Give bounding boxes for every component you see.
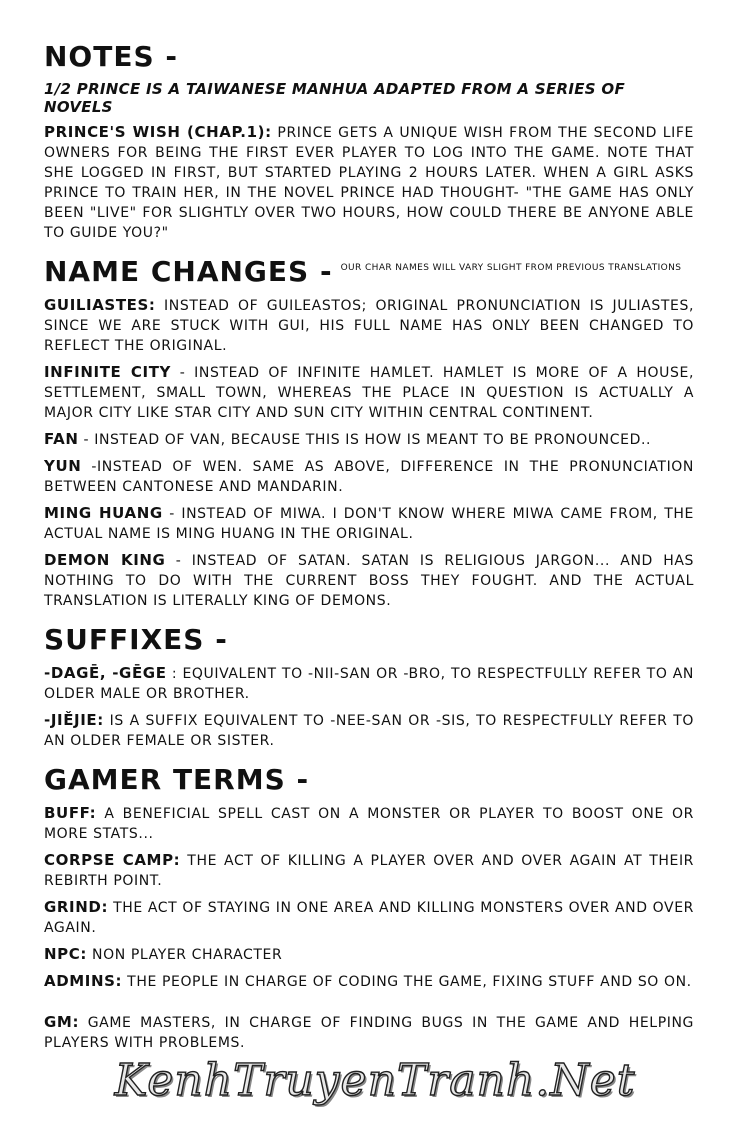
name-changes-heading: NAME CHANGES - bbox=[44, 255, 333, 288]
entry-term: PRINCE'S WISH (CHAP.1): bbox=[44, 123, 272, 141]
entry-term: GRIND: bbox=[44, 898, 109, 916]
entry-text: PRINCE GETS A UNIQUE WISH FROM THE SECOND LIFE OWNERS FOR BEING THE FIRST EVER PLAYER TO LOG INTO THE GAME. NOTE THAT SHE LOGGED IN FIRST, BUT STARTED PLAYING 2 HOURS LATER. WHEN A GIRL ASKS PRINCE TO TRAIN HER, IN THE NOVEL PRINCE HAD THOUGHT- "THE GAME HAS ONLY BEEN "LIVE" FOR SLIGHTLY OVER TWO HOURS, HOW COULD THERE BE ANYONE ABLE TO GUIDE YOU?" bbox=[44, 125, 694, 241]
gamer-term-entry bbox=[44, 850, 694, 891]
suffix-entry bbox=[44, 663, 694, 704]
spacer bbox=[44, 992, 694, 1006]
notes-heading: NOTES - bbox=[44, 40, 178, 73]
entry-term: GUILIASTES: bbox=[44, 296, 156, 314]
entry-text: NON PLAYER CHARACTER bbox=[86, 947, 283, 963]
entry-term: DEMON KING bbox=[44, 551, 166, 569]
name-change-entry bbox=[44, 503, 694, 544]
note-entry bbox=[44, 122, 694, 243]
suffix-entry bbox=[44, 710, 694, 751]
entry-term: YUN bbox=[44, 457, 82, 475]
name-change-entry bbox=[44, 362, 694, 423]
gamer-term-entry bbox=[44, 1012, 694, 1053]
entry-text: - INSTEAD OF INFINITE HAMLET. HAMLET IS MORE OF A HOUSE, SETTLEMENT, SMALL TOWN, WHEREAS THE PLACE IN QUESTION IS ACTUALLY A MAJOR CITY LIKE STAR CITY AND SUN CITY WITHIN CENTRAL CONTINENT. bbox=[44, 365, 694, 421]
name-change-entry bbox=[44, 295, 694, 356]
name-change-entry bbox=[44, 550, 694, 611]
entry-term: -DAGĒ, -GĒGE bbox=[44, 664, 167, 682]
gamer-term-entry bbox=[44, 803, 694, 844]
entry-term: -JIĚJIE: bbox=[44, 711, 104, 729]
gamer-term-entry bbox=[44, 944, 694, 965]
site-watermark: KenhTruyenTranh.Net bbox=[114, 1055, 636, 1106]
name-changes-note: OUR CHAR NAMES WILL VARY SLIGHT FROM PREVIOUS TRANSLATIONS bbox=[340, 263, 682, 273]
entry-term: MING HUANG bbox=[44, 504, 163, 522]
entry-text: THE ACT OF KILLING A PLAYER OVER AND OVER AGAIN AT THEIR REBIRTH POINT. bbox=[44, 853, 695, 889]
name-change-entry bbox=[44, 456, 694, 497]
entry-term: FAN bbox=[44, 430, 79, 448]
gamer-term-entry bbox=[44, 971, 694, 992]
entry-term: CORPSE CAMP: bbox=[44, 851, 181, 869]
entry-text: - INSTEAD OF MIWA. I DON'T KNOW WHERE MIWA CAME FROM, THE ACTUAL NAME IS MING HUANG IN THE ORIGINAL. bbox=[44, 506, 695, 542]
entry-text: IS A SUFFIX EQUIVALENT TO -NEE-SAN OR -SIS, TO RESPECTFULLY REFER TO AN OLDER FEMALE OR SISTER. bbox=[44, 713, 694, 749]
entry-term: INFINITE CITY bbox=[44, 363, 171, 381]
entry-text: -INSTEAD OF WEN. SAME AS ABOVE, DIFFERENCE IN THE PRONUNCIATION BETWEEN CANTONESE AND MANDARIN. bbox=[44, 459, 694, 495]
name-changes-header bbox=[44, 255, 694, 289]
entry-term: BUFF: bbox=[44, 804, 97, 822]
suffixes-heading: SUFFIXES - bbox=[44, 623, 228, 656]
entry-text: INSTEAD OF GUILEASTOS; ORIGINAL PRONUNCIATION IS JULIASTES, SINCE WE ARE STUCK WITH GUI, HIS FULL NAME HAS ONLY BEEN CHANGED TO REFLECT THE ORIGINAL. bbox=[44, 298, 694, 354]
entry-text: A BENEFICIAL SPELL CAST ON A MONSTER OR PLAYER TO BOOST ONE OR MORE STATS... bbox=[44, 806, 694, 842]
entry-text: THE ACT OF STAYING IN ONE AREA AND KILLING MONSTERS OVER AND OVER AGAIN. bbox=[44, 900, 695, 936]
entry-term: ADMINS: bbox=[44, 972, 123, 990]
name-change-entry bbox=[44, 429, 694, 450]
entry-term: GM: bbox=[44, 1013, 80, 1031]
notes-subtitle: 1/2 PRINCE IS A TAIWANESE MANHUA ADAPTED FROM A SERIES OF NOVELS bbox=[44, 80, 625, 116]
notes-page bbox=[44, 40, 694, 1053]
entry-text: : EQUIVALENT TO -NII-SAN OR -BRO, TO RESPECTFULLY REFER TO AN OLDER MALE OR BROTHER. bbox=[44, 666, 694, 702]
entry-text: GAME MASTERS, IN CHARGE OF FINDING BUGS IN THE GAME AND HELPING PLAYERS WITH PROBLEMS. bbox=[44, 1015, 694, 1051]
gamer-term-entry bbox=[44, 897, 694, 938]
entry-text: - INSTEAD OF VAN, BECAUSE THIS IS HOW IS MEANT TO BE PRONOUNCED.. bbox=[78, 432, 652, 448]
entry-term: NPC: bbox=[44, 945, 87, 963]
entry-text: THE PEOPLE IN CHARGE OF CODING THE GAME, FIXING STUFF AND SO ON. bbox=[122, 974, 692, 990]
gamer-terms-heading: GAMER TERMS - bbox=[44, 763, 310, 796]
entry-text: - INSTEAD OF SATAN. SATAN IS RELIGIOUS JARGON... AND HAS NOTHING TO DO WITH THE CURRENT BOSS THEY FOUGHT. AND THE ACTUAL TRANSLATION IS LITERALLY KING OF DEMONS. bbox=[44, 553, 694, 609]
